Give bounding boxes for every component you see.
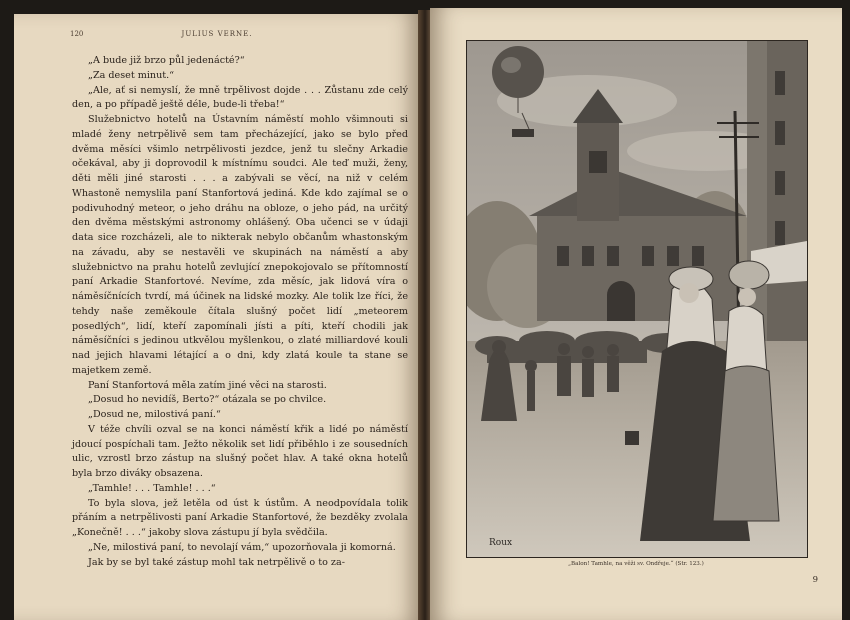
paragraph: „Dosud ne, milostivá paní.“ [88, 409, 221, 420]
paragraph: V téže chvíli ozval se na konci náměstí křik a lidé po náměstí jdoucí pospíchali tam. Ježto několik set lidí přiběhlo i ze sousedních ulic, vzrostl brzo zástup na slušný počet hlav. A také okna hotelů byla brzo diváky obsazena. [72, 423, 408, 479]
engraving-balloon-scene [467, 41, 807, 557]
paragraph: Služebnictvo hotelů na Ústavním náměstí mohlo všimnouti si mladé ženy netrpělivě sem tam přecházející, jako se bylo před dvěma měsíci všimlo netrpělivosti jezdce, jenž tu slečny Arkadie očekával, aby ji doprovodil k místnímu soudci. Ale teď muži, ženy, děti měli jiné starosti . . . a zabývali se věcí, na niž v celém Whastoně nemyslila paní Stanfortová jediná. Kde kdo zajímal se o podivuhodný meteor, o jeho dráhu na obloze, o jeho pád, na určitý den dvěma městskými astronomy ohlášený. Oba učenci se v údaji data sice rozcházeli, ale to nikterak nebylo občanům whastonským na závadu, aby se nestavěli ve skupinách na náměstí a aby služebnictvo na prahu hotelů zevlující znepokojovalo se přítomností paní Arkadie Stanfortové. Nevíme, zda měsíc, jak lidová víra o náměsíčnících tvrdí, má účinek na lidské mozky. Ale tolik lze říci, že tehdy naše zeměkoule čítala slušný počet lidí „meteorem posedlých“, lidí, kteří zapomínali jísti a píti, kteří chodili jak náměsíčníci s jedinou utkvělou myšlenkou, o zlaté milliardové kouli nad jejich hlavami létající a o dni, kdy zlatá koule ta stane se majetkem země. [72, 114, 408, 376]
sheet-number: 9 [812, 575, 818, 585]
illustration-caption: „Balon! Tamhle, na věži sv. Ondřeje.“ (Str. 123.) [568, 561, 704, 567]
right-page [430, 8, 842, 620]
left-page [14, 14, 420, 620]
illustration [466, 40, 808, 558]
running-title: JULIUS VERNE. [181, 30, 253, 38]
paragraph: „A bude již brzo půl jedenácté?“ [88, 55, 245, 66]
paragraph: „Za deset minut.“ [88, 69, 175, 81]
paragraph: „Tamhle! . . . Tamhle! . . .“ [88, 482, 216, 494]
paragraph: Paní Stanfortová měla zatím jiné věci na starosti. [88, 379, 327, 391]
page-number: 120 [70, 30, 84, 38]
paragraph: Jak by se byl také zástup mohl tak netrpělivě o to za- [88, 556, 345, 568]
paragraph: „Dosud ho nevidíš, Berto?“ otázala se po chvilce. [88, 394, 327, 406]
paragraph: „Ale, ať si nemyslí, že mně trpělivost dojde . . . Zůstanu zde celý den, a po případě ještě déle, bude-li třeba!“ [72, 84, 408, 111]
running-head [14, 30, 420, 42]
artist-signature: Roux [489, 538, 513, 548]
paragraph: „Ne, milostivá paní, to nevolají vám,“ upozorňovala ji komorná. [88, 541, 396, 553]
body-text [72, 54, 408, 570]
paragraph: To byla slova, jež letěla od úst k ústům. A neodpovídala tolik přáním a netrpělivosti paní Arkadie Stanfortové, že bezděky zvolala „Konečně! . . .“ jakoby slova zástupu jí byla svědčila. [72, 497, 408, 538]
